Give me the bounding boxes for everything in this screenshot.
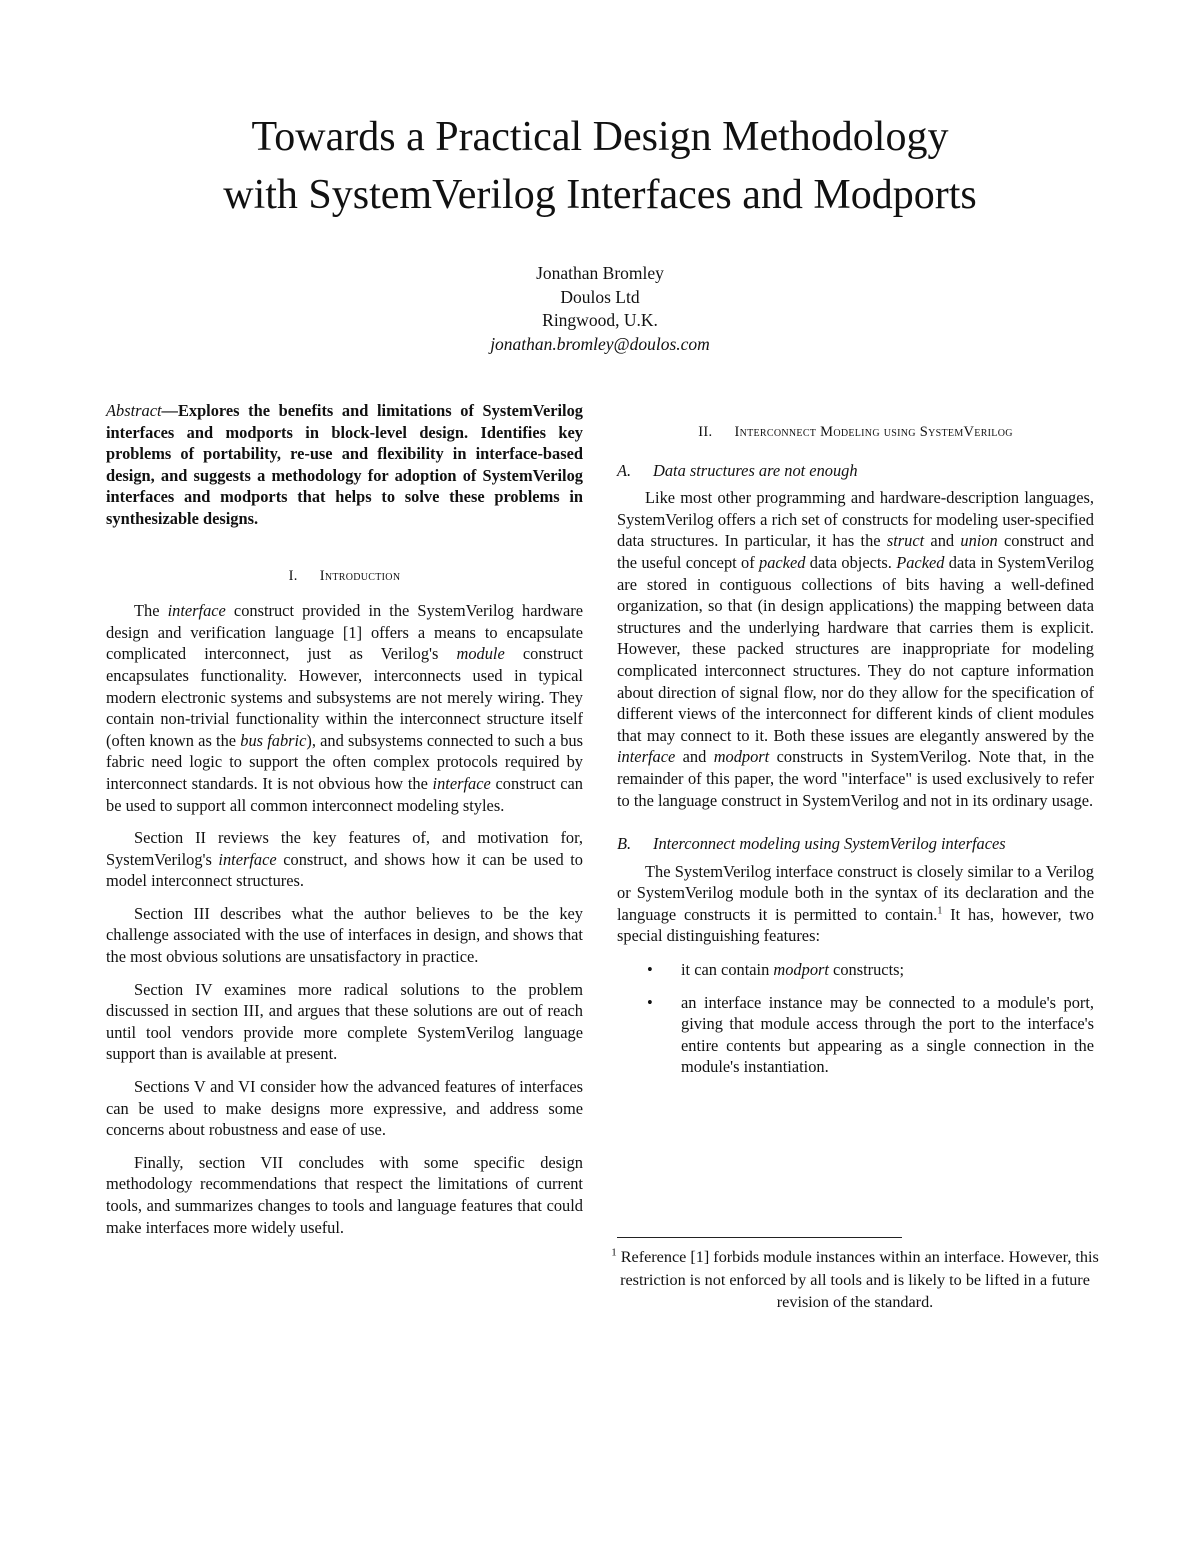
text-run: data in SystemVerilog are stored in contiguous collections of bits having a well-defined organization, so that (in design applications) the mapping between data structures and the underlying hardware that carries them is explicit. However, these packed structures are inappropriate for modeling complicated interconnect structures. They do not capture information about direction of signal flow, nor do they allow for the specification of different views of the interconnect for different kinds of client modules that may connect to it. Both these issues are elegantly answered by the: [617, 552, 1094, 745]
text-run: It has, however, two special distinguishing features:: [617, 904, 1094, 946]
footnote-number: 1: [611, 1246, 617, 1259]
bullet-icon: •: [647, 960, 653, 980]
text-run: and: [675, 747, 714, 767]
subsection-title: Interconnect modeling using SystemVerilog interfaces: [653, 834, 1006, 854]
section2a-paragraph-1: [617, 487, 1094, 811]
emphasis: interface: [617, 747, 676, 767]
emphasis: interface: [218, 849, 277, 869]
text-run: and: [924, 531, 961, 551]
section-heading-interconnect: [617, 422, 1094, 444]
subsection-title: Data structures are not enough: [653, 460, 858, 480]
emphasis: Packed: [896, 552, 945, 572]
author-organization: Doulos Ltd: [560, 286, 640, 307]
feature-list: [617, 959, 1094, 1078]
intro-paragraph-6: Finally, section VII concludes with some specific design methodology recommendations that respect the limitations of current tools, and summarizes changes to tools and language features that could make interfaces more widely useful.: [106, 1152, 583, 1237]
intro-paragraph-4: Section IV examines more radical solutions to the problem discussed in section III, and argues that these solutions are out of reach until tool vendors provide more complete SystemVerilog language support than is available at present.: [106, 979, 583, 1064]
text-run: construct can be used to support all common interconnect modeling styles.: [106, 773, 583, 815]
text-run: construct encapsulates functionality. However, interconnects used in typical modern electronic systems and subsystems are not merely wiring. They contain non-trivial functionality within the interconnect structure itself (often known as the: [106, 644, 583, 750]
author-location: Ringwood, U.K.: [542, 310, 658, 330]
subsection-heading-b: [617, 833, 1094, 855]
text-run: Like most other programming and hardware-description languages, SystemVerilog offers a rich set of constructs for modeling user-specified data structures. In particular, it has the: [617, 488, 1094, 551]
footnote-marker: 1: [937, 905, 943, 917]
emphasis: module: [456, 644, 505, 664]
emphasis: bus fabric: [240, 730, 307, 750]
section-title: Introduction: [319, 567, 401, 584]
emphasis: union: [960, 531, 998, 551]
subsection-heading-a: [617, 460, 1094, 482]
emphasis: modport: [713, 747, 770, 767]
abstract: [106, 400, 583, 530]
text-run: ), and subsystems connected to such a bus fabric need logic to support the often complex protocols required by interconnect standards. It is not obvious how the: [106, 730, 583, 793]
emphasis: struct: [886, 531, 925, 551]
bullet-icon: •: [647, 992, 653, 1012]
text-run: it can contain: [681, 960, 774, 980]
text-run: The: [134, 601, 168, 621]
text-run: construct and the useful concept of: [617, 531, 1094, 572]
text-run: The SystemVerilog interface construct is closely similar to a Verilog or SystemVerilog module both in the syntax of its declaration and the language constructs it is permitted to contain.: [617, 861, 1094, 924]
section-title: Interconnect Modeling using SystemVerilog: [734, 424, 1013, 440]
author-email: jonathan.bromley@doulos.com: [490, 333, 710, 354]
text-run: Section II reviews the key features of, and motivation for, SystemVerilog's: [106, 828, 583, 869]
footnote-text: Reference [1] forbids module instances within an interface. However, this restriction is not enforced by all tools and is likely to be lifted in a future revision of the standard.: [616, 1248, 1099, 1311]
section-heading-introduction: [106, 566, 583, 588]
emphasis: modport: [773, 960, 829, 980]
list-item: [617, 992, 1094, 1078]
abstract-label: Abstract: [106, 401, 162, 420]
intro-paragraph-1: [106, 600, 583, 816]
intro-paragraph-5: Sections V and VI consider how the advanced features of interfaces can be used to make designs more expressive, and address some concerns about robustness and ease of use.: [106, 1077, 583, 1140]
text-run: constructs in SystemVerilog. Note that, in the remainder of this paper, the word "interface" is used exclusively to refer to the language construct in SystemVerilog and not in its ordinary usage.: [617, 747, 1094, 810]
abstract-dash: —: [161, 401, 178, 420]
section2b-paragraph-1: [617, 861, 1094, 947]
left-column: [106, 400, 583, 1249]
text-run: constructs;: [828, 960, 905, 980]
abstract-text: Explores the benefits and limitations of SystemVerilog interfaces and modports in block-level design. Identifies key problems of portability, re-use and flexibility in interface-based design, and suggests a methodology for adoption of SystemVerilog interfaces and modports that helps to solve these problems in synthesizable designs.: [106, 401, 583, 528]
author-name: Jonathan Bromley: [536, 263, 664, 283]
subsection-letter: B.: [617, 834, 632, 854]
emphasis: interface: [167, 601, 226, 621]
text-run: data objects.: [805, 552, 897, 572]
emphasis: packed: [759, 552, 806, 572]
title-line-1: Towards a Practical Design Methodology: [251, 114, 949, 160]
paper-title: [100, 108, 1100, 224]
title-line-2: with SystemVerilog Interfaces and Modports: [223, 172, 977, 218]
emphasis: interface: [432, 773, 491, 793]
text-run: an interface instance may be connected to a module's port, giving that module access through the port to the interface's entire contents but appearing as a single connection in the module's instantiation.: [681, 992, 1094, 1077]
intro-paragraph-3: Section III describes what the author believes to be the key challenge associated with the use of interfaces in design, and shows that the most obvious solutions are unsatisfactory in practice.: [106, 903, 583, 967]
intro-paragraph-2: [106, 827, 583, 892]
subsection-letter: A.: [617, 460, 632, 480]
section-number: I.: [288, 567, 298, 584]
text-run: construct, and shows how it can be used to model interconnect structures.: [106, 849, 583, 891]
section-number: II.: [698, 424, 713, 440]
text-run: construct provided in the SystemVerilog hardware design and verification language [1] offers a means to encapsulate complicated interconnect, just as Verilog's: [106, 601, 583, 664]
list-item: [617, 959, 1094, 981]
footnote: [610, 1246, 1100, 1314]
footnote-separator: [617, 1237, 902, 1238]
author-block: [300, 262, 900, 356]
right-column: [617, 400, 1094, 1089]
